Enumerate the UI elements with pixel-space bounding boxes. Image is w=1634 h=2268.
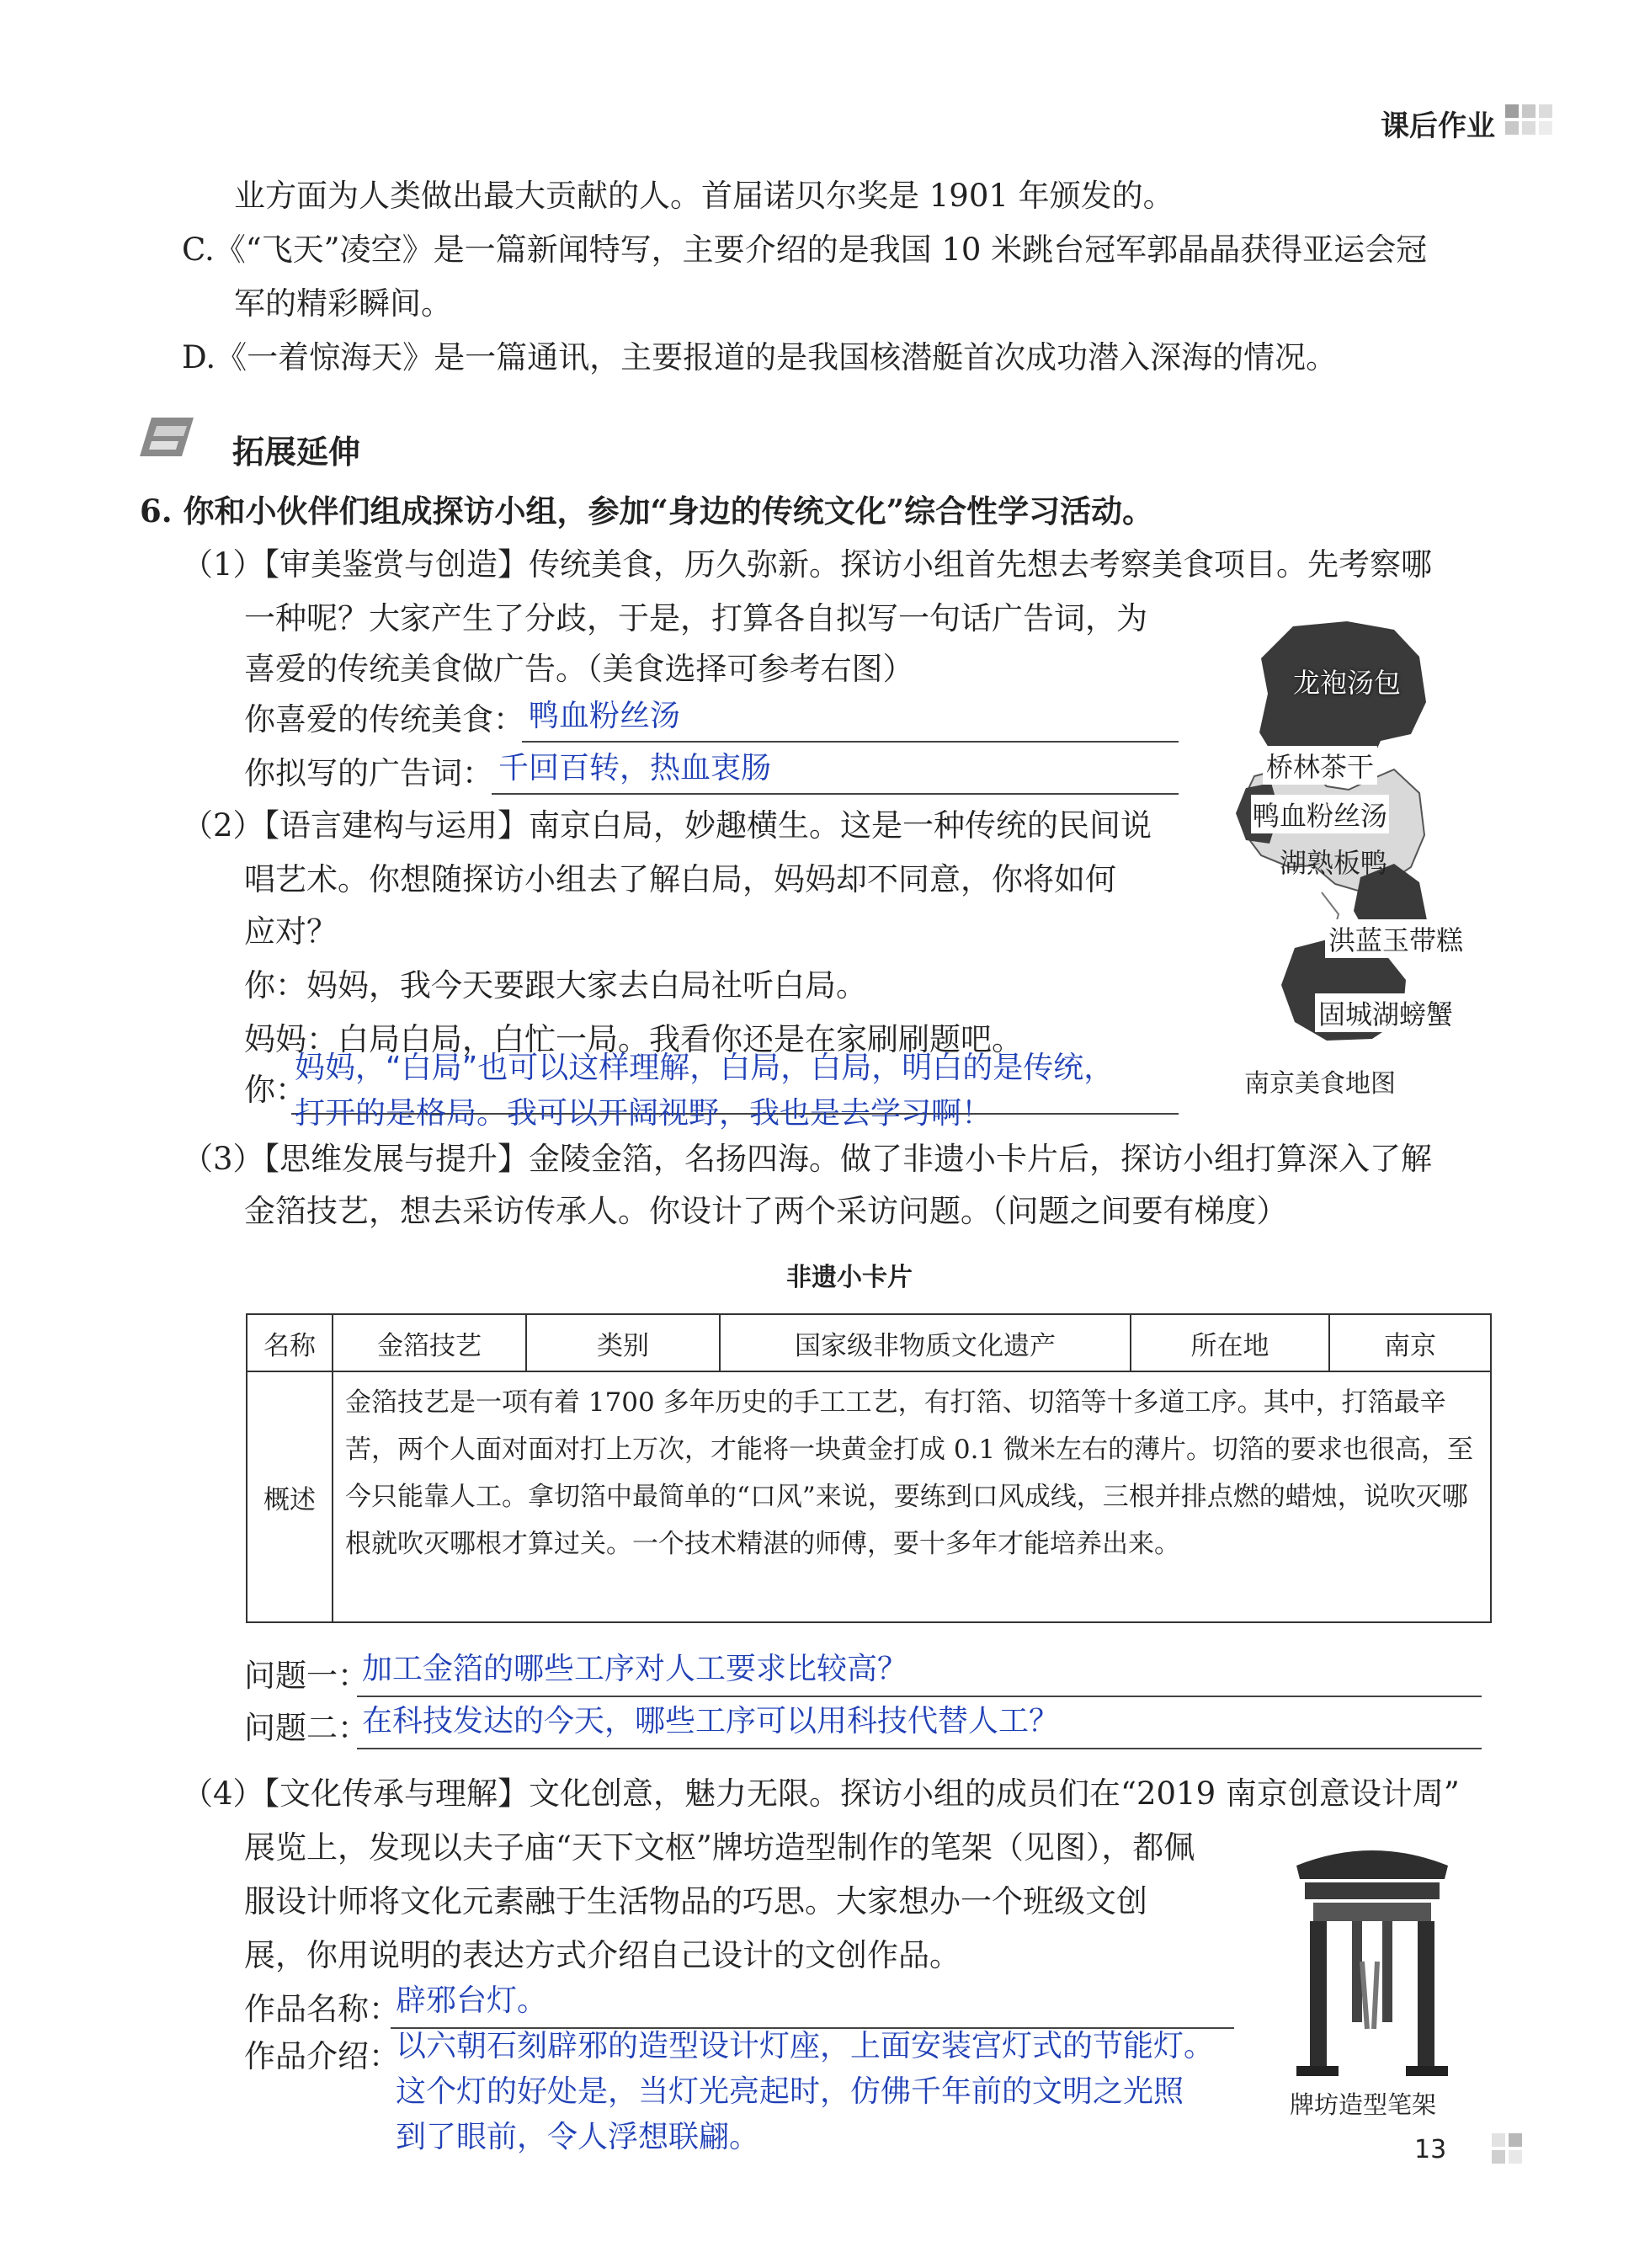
option-b-tail: 业方面为人类做出最大贡献的人。首届诺贝尔奖是 1901 年颁发的。 — [234, 178, 1174, 214]
map-label-gucheng: 固城湖螃蟹 — [1315, 993, 1456, 1032]
part2-line3: 应对？ — [244, 913, 338, 950]
q1-answer-line — [357, 1696, 1482, 1697]
food-answer-line — [522, 741, 1179, 743]
part4-line1: （4）【文化传承与理解】文化创意，魅力无限。探访小组的成员们在“2019 南京创意设计周” — [182, 1776, 1460, 1812]
figure-caption: 牌坊造型笔架 — [1290, 2090, 1437, 2119]
section-icon — [135, 411, 200, 463]
part1-line1: （1）【审美鉴赏与创造】传统美食，历久弥新。探访小组首先想去考察美食项目。先考察哪 — [182, 546, 1433, 583]
part4-line2: 展览上，发现以夫子庙“天下文枢”牌坊造型制作的笔架（见图），都佩 — [244, 1829, 1195, 1866]
ad-answer[interactable]: 千回百转，热血衷肠 — [498, 751, 772, 785]
part2-line1: （2）【语言建构与运用】南京白局，妙趣横生。这是一种传统的民间说 — [182, 807, 1152, 844]
part3-line1: （3）【思维发展与提升】金陵金箔，名扬四海。做了非遗小卡片后，探访小组打算深入了解 — [182, 1141, 1433, 1177]
card-type-label: 类别 — [526, 1314, 720, 1371]
ad-answer-line — [492, 793, 1179, 795]
part4-line4: 展，你用说明的表达方式介绍自己设计的文创作品。 — [244, 1937, 961, 1973]
option-c-line1: C.《“飞天”凌空》是一篇新闻特写，主要介绍的是我国 10 米跳台冠军郭晶晶获得亚运会冠 — [182, 232, 1428, 268]
card-desc-label: 概述 — [247, 1371, 333, 1622]
card-type-value: 国家级非物质文化遗产 — [720, 1314, 1131, 1371]
option-d: D.《一着惊海天》是一篇通讯，主要报道的是我国核潜艇首次成功潜入深海的情况。 — [182, 339, 1338, 375]
you-label: 你： — [244, 1072, 306, 1108]
q1-answer[interactable]: 加工金箔的哪些工序对人工要求比较高？ — [362, 1652, 908, 1686]
part4-line3: 服设计师将文化元素融于生活物品的巧思。大家想办一个班级文创 — [244, 1883, 1147, 1919]
page-number: 13 — [1414, 2135, 1447, 2164]
card-description: 金箔技艺是一项有着 1700 多年历史的手工工艺，有打箔、切箔等十多道工序。其中，打箔最辛苦，两个人面对面对打上万次，才能将一块黄金打成 0.1 微米左右的薄片。切箔的要求也很高，至今只能靠人工。拿切箔中最简单的“口风”来说，要练到口风成线，三根并排点燃的蜡烛，说吹灭哪根就吹灭哪根才算过关。一个技术精湛的师傅，要十多年才能培养出来。 — [333, 1371, 1491, 1622]
ad-label: 你拟写的广告词： — [244, 755, 493, 791]
card-location-label: 所在地 — [1131, 1314, 1329, 1371]
map-label-yaxue: 鸭血粉丝汤 — [1251, 795, 1389, 833]
card-name-value: 金箔技艺 — [333, 1314, 526, 1371]
section-title: 拓展延伸 — [232, 434, 361, 471]
food-label: 你喜爱的传统美食： — [244, 701, 524, 737]
part1-line3: 喜爱的传统美食做广告。（美食选择可参考右图） — [244, 651, 914, 687]
work-name-label: 作品名称： — [244, 1991, 400, 2027]
archway-pen-holder-figure — [1280, 1835, 1465, 2079]
heritage-card — [246, 1313, 1492, 1623]
q2-label: 问题二： — [244, 1710, 369, 1746]
part2-line4: 你：妈妈，我今天要跟大家去白局社听白局。 — [244, 967, 867, 1004]
card-name-label: 名称 — [247, 1314, 333, 1371]
map-caption: 南京美食地图 — [1244, 1069, 1396, 1099]
map-label-honglan: 洪蓝玉带糕 — [1325, 919, 1466, 958]
q1-label: 问题一： — [244, 1658, 369, 1694]
part3-line2: 金箔技艺，想去采访传承人。你设计了两个采访问题。（问题之间要有梯度） — [244, 1193, 1288, 1229]
header-title: 课后作业 — [1381, 109, 1495, 143]
reply-answer-line1[interactable]: 妈妈，“白局”也可以这样理解，白局，白局，明白的是传统， — [295, 1051, 1115, 1085]
part1-line2: 一种呢？大家产生了分歧，于是，打算各自拟写一句话广告词，为 — [244, 600, 1147, 636]
work-intro-line2[interactable]: 这个灯的好处是，当灯光亮起时，仿佛千年前的文明之光照 — [396, 2074, 1184, 2109]
work-intro-label: 作品介绍： — [244, 2038, 400, 2074]
reply-answer-line2[interactable]: 打开的是格局。我可以开阔视野，我也是去学习啊！ — [295, 1096, 993, 1131]
part2-line2: 唱艺术。你想随探访小组去了解白局，妈妈却不同意，你将如何 — [244, 861, 1116, 897]
part2-line5: 妈妈：白局白局，白忙一局。我看你还是在家刷刷题吧。 — [244, 1021, 1023, 1057]
card-title: 非遗小卡片 — [786, 1263, 913, 1292]
option-c-line2: 军的精彩瞬间。 — [234, 285, 452, 322]
map-label-hushu: 湖熟板鸭 — [1280, 847, 1388, 879]
work-intro-line1[interactable]: 以六朝石刻辟邪的造型设计灯座，上面安装宫灯式的节能灯。 — [396, 2029, 1215, 2063]
question-6-stem: 6. 你和小伙伴们组成探访小组，参加“身边的传统文化”综合性学习活动。 — [140, 492, 1154, 530]
work-name-answer[interactable]: 辟邪台灯。 — [396, 1983, 548, 2018]
work-intro-line3[interactable]: 到了眼前，令人浮想联翩。 — [396, 2120, 760, 2154]
food-answer[interactable]: 鸭血粉丝汤 — [529, 699, 681, 733]
card-location-value: 南京 — [1329, 1314, 1491, 1371]
q2-answer-line — [357, 1748, 1482, 1749]
map-label-longpao: 龙袍汤包 — [1293, 667, 1402, 699]
q2-answer[interactable]: 在科技发达的今天，哪些工序可以用科技代替人工？ — [362, 1704, 1060, 1738]
map-label-qiaolin: 桥林茶干 — [1263, 746, 1377, 785]
